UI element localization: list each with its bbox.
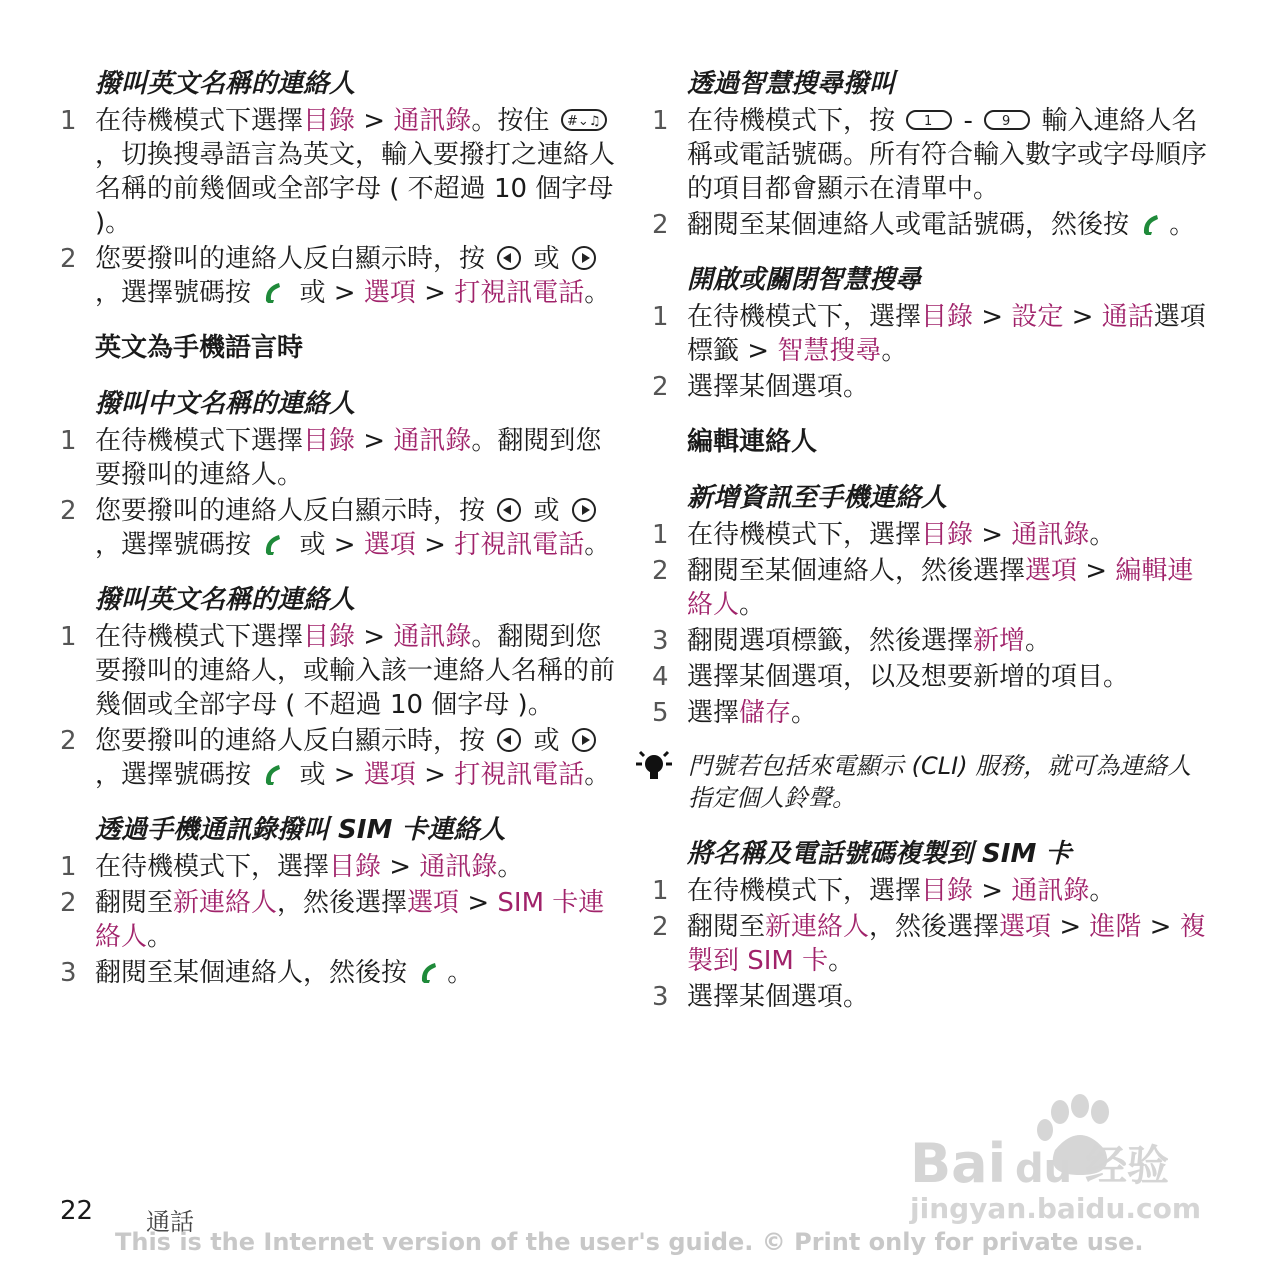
step-text-run: 翻閱至 [95, 888, 174, 918]
section-title: 新增資訊至手機連絡人 [687, 483, 948, 513]
menu-path-link: 通訊錄 [393, 106, 472, 136]
disclaimer: This is the Internet version of the user's guide. © Print only for private use. [115, 1228, 1144, 1256]
step-item [60, 886, 620, 954]
step-text-run: 。 [147, 922, 174, 952]
step-text [687, 660, 1212, 694]
menu-path-link: 目錄 [303, 106, 356, 136]
section-title: 撥叫中文名稱的連絡人 [95, 389, 356, 419]
step-item [652, 104, 1212, 206]
step-number: 1 [60, 106, 77, 136]
menu-path-link: 選項 [363, 278, 416, 308]
step-text-run: 。 [1089, 876, 1116, 906]
tip-text: 門號若包括來電顯示 (CLI) 服務，就可為連絡人指定個人鈴聲。 [688, 752, 1192, 812]
menu-path-link: 新增 [973, 626, 1026, 656]
section-title: 編輯連絡人 [687, 427, 818, 457]
step-number: 4 [652, 662, 669, 692]
step-text [687, 696, 1212, 730]
step-text-run: 您要撥叫的連絡人反白顯示時，按 [95, 726, 494, 756]
step-text-run: ，選擇號碼按 [95, 530, 260, 560]
menu-path-link: 通訊錄 [1011, 520, 1090, 550]
step-text-run: 。 [584, 278, 611, 308]
menu-path-link: 設定 [1011, 302, 1064, 332]
step-number: 1 [652, 106, 669, 136]
step-text [95, 850, 620, 884]
step-text [687, 980, 1212, 1014]
menu-path-link: 通訊錄 [1011, 876, 1090, 906]
step-text-run: > [355, 622, 394, 652]
step-text [95, 242, 620, 310]
section-title: 撥叫英文名稱的連絡人 [95, 69, 356, 99]
step-text-run: 。 [584, 760, 611, 790]
step-number: 2 [652, 210, 669, 240]
step-text-run: > [1051, 912, 1090, 942]
step-text-run: 選擇某個選項。 [687, 372, 870, 402]
step-item [652, 980, 1212, 1014]
step-text-run: 在待機模式下，選擇 [687, 302, 922, 332]
step-number: 1 [60, 622, 77, 652]
menu-path-link: 通話 [1101, 302, 1154, 332]
lightbulb-icon [632, 750, 688, 790]
step-number: 1 [652, 302, 669, 332]
step-text-run: 在待機模式下，選擇 [687, 876, 922, 906]
step-text-run: 翻閱至某個連絡人，然後選擇 [687, 556, 1026, 586]
step-item [652, 624, 1212, 658]
call-icon [262, 761, 288, 787]
step-text [95, 494, 620, 562]
step-text-run: 選擇 [687, 698, 740, 728]
step-text [95, 886, 620, 954]
section [652, 262, 1212, 404]
svg-text:Bai: Bai [910, 1132, 1007, 1195]
step-text [95, 724, 620, 792]
step-text-run: 。翻閱到您要撥叫的連絡人。 [95, 426, 602, 490]
menu-path-link: 通訊錄 [393, 426, 472, 456]
step-text-run: 在待機模式下，按 [687, 106, 904, 136]
hash-key-icon [561, 107, 607, 133]
menu-path-link: 複製到 SIM 卡 [687, 912, 1206, 976]
menu-path-link: 新連絡人 [765, 912, 870, 942]
step-text-run: 翻閱選項標籤，然後選擇 [687, 626, 974, 656]
svg-text:du: du [1015, 1146, 1073, 1192]
step-item [652, 208, 1212, 242]
step-text [687, 910, 1212, 978]
step-text-run: > [355, 426, 394, 456]
chapter-label: 通話 [146, 1208, 194, 1236]
menu-path-link: 選項 [363, 530, 416, 560]
step-text-run: ，然後選擇 [869, 912, 1000, 942]
step-number: 2 [60, 726, 77, 756]
menu-path-link: 目錄 [329, 852, 382, 882]
menu-path-link: 選項 [407, 888, 460, 918]
call-icon [1140, 211, 1166, 237]
step-text-run: 翻閱至某個連絡人或電話號碼，然後按 [687, 210, 1138, 240]
section-title: 開啟或關閉智慧搜尋 [687, 265, 922, 295]
step-text-run: 。 [791, 698, 818, 728]
step-text-run: > [973, 520, 1012, 550]
step-text-run: 翻閱至某個連絡人，然後按 [95, 958, 416, 988]
step-text-run: 選擇某個選項，以及想要新增的項目。 [687, 662, 1130, 692]
step-text-run: > [415, 278, 455, 308]
section-title: 英文為手機語言時 [95, 333, 304, 363]
step-text-run: 。 [447, 958, 474, 988]
step-number: 5 [652, 698, 669, 728]
step-text-run: 或 > [291, 530, 364, 560]
step-item [652, 660, 1212, 694]
step-text-run: 您要撥叫的連絡人反白顯示時，按 [95, 496, 494, 526]
step-text-run: 。 [1025, 626, 1052, 656]
nav-right-icon [571, 245, 597, 271]
step-text-run: 或 > [291, 760, 364, 790]
step-text-run: 。按住 [471, 106, 558, 136]
menu-path-link: 目錄 [921, 302, 974, 332]
step-text-run: > [973, 876, 1012, 906]
step-text-run: ，切換搜尋語言為英文，輸入要撥打之連絡人名稱的前幾個或全部字母 ( 不超過 10 個字母 )。 [95, 140, 616, 238]
step-text-run: > [1077, 556, 1116, 586]
section-title: 透過智慧搜尋撥叫 [687, 69, 896, 99]
step-text [95, 104, 620, 240]
step-text-run: > [973, 302, 1012, 332]
step-text-run: > [415, 760, 455, 790]
step-item [652, 518, 1212, 552]
call-icon [262, 279, 288, 305]
step-text-run: 選項標籤 > [687, 302, 1206, 366]
step-number: 1 [60, 426, 77, 456]
step-text [687, 104, 1212, 206]
step-text [687, 874, 1212, 908]
step-text-run: 。 [1169, 210, 1196, 240]
step-number: 2 [60, 244, 77, 274]
step-number: 2 [652, 372, 669, 402]
step-text-run: - [955, 106, 982, 136]
step-text [687, 518, 1212, 552]
step-text-run: 或 [525, 726, 568, 756]
key-1-icon [906, 107, 952, 133]
step-text-run: 您要撥叫的連絡人反白顯示時，按 [95, 244, 494, 274]
step-number: 2 [60, 888, 77, 918]
call-icon [418, 959, 444, 985]
key-9-icon [984, 107, 1030, 133]
step-text-run: 。 [828, 946, 855, 976]
section [60, 812, 620, 990]
step-text [95, 956, 620, 990]
step-text-run: > [355, 106, 394, 136]
step-text-run: 。翻閱到您要撥叫的連絡人，或輸入該一連絡人名稱的前幾個或全部字母 ( 不超過 10 個字母 )。 [95, 622, 616, 720]
section [60, 66, 620, 310]
section [652, 66, 1212, 242]
section-title: 將名稱及電話號碼複製到 SIM 卡 [687, 839, 1072, 869]
menu-path-link: 目錄 [303, 426, 356, 456]
step-number: 3 [652, 626, 669, 656]
step-number: 3 [60, 958, 77, 988]
step-text-run: 在待機模式下選擇 [95, 622, 304, 652]
step-item [652, 300, 1212, 368]
step-text [687, 554, 1212, 622]
step-text-run: > [459, 888, 498, 918]
step-text [687, 208, 1212, 242]
right-column [652, 66, 1212, 1034]
step-text-run: 在待機模式下選擇 [95, 426, 304, 456]
step-text [687, 370, 1212, 404]
step-number: 2 [652, 556, 669, 586]
section [652, 836, 1212, 1014]
menu-path-link: 目錄 [303, 622, 356, 652]
step-text [95, 424, 620, 492]
step-item [60, 242, 620, 310]
section [652, 480, 1212, 730]
step-text-run: 在待機模式下選擇 [95, 106, 304, 136]
menu-path-link: 選項 [999, 912, 1052, 942]
step-text-run: 。 [739, 590, 766, 620]
svg-text:9: 9 [1002, 114, 1011, 129]
step-text-run: > [1141, 912, 1180, 942]
step-item [60, 956, 620, 990]
menu-path-link: 通訊錄 [419, 852, 498, 882]
svg-text:1: 1 [924, 114, 933, 129]
menu-path-link: 儲存 [739, 698, 792, 728]
menu-path-link: 目錄 [921, 520, 974, 550]
step-item [60, 850, 620, 884]
nav-right-icon [571, 727, 597, 753]
step-number: 1 [652, 520, 669, 550]
menu-path-link: 打視訊電話 [454, 760, 585, 790]
step-item [652, 696, 1212, 730]
step-item [652, 554, 1212, 622]
step-text-run: > [415, 530, 455, 560]
step-text-run: ，然後選擇 [277, 888, 408, 918]
nav-left-icon [496, 245, 522, 271]
step-text [687, 300, 1212, 368]
step-item [60, 620, 620, 722]
svg-text:#⌄♫: #⌄♫ [566, 114, 601, 129]
step-number: 2 [652, 912, 669, 942]
step-number: 3 [652, 982, 669, 1012]
step-text [95, 620, 620, 722]
nav-right-icon [571, 497, 597, 523]
step-item [652, 874, 1212, 908]
menu-path-link: 選項 [1025, 556, 1078, 586]
svg-text:jingyan.baidu.com: jingyan.baidu.com [910, 1192, 1202, 1225]
step-text-run: ，選擇號碼按 [95, 760, 260, 790]
step-text-run: ，選擇號碼按 [95, 278, 260, 308]
menu-path-link: 進階 [1089, 912, 1142, 942]
menu-path-link: 編輯連絡人 [687, 556, 1194, 620]
step-text-run: 選擇某個選項。 [687, 982, 870, 1012]
step-text-run: 。 [584, 530, 611, 560]
watermark-logo [905, 1090, 1205, 1230]
section [60, 330, 620, 366]
step-text-run: 翻閱至 [687, 912, 766, 942]
step-item [652, 370, 1212, 404]
nav-left-icon [496, 727, 522, 753]
step-text [687, 624, 1212, 658]
step-number: 2 [60, 496, 77, 526]
step-item [60, 104, 620, 240]
call-icon [262, 531, 288, 557]
step-item [60, 424, 620, 492]
step-text-run: 或 [525, 244, 568, 274]
step-text-run: 。 [881, 336, 908, 366]
step-text-run: 在待機模式下，選擇 [95, 852, 330, 882]
menu-path-link: 選項 [363, 760, 416, 790]
step-text-run: 或 [525, 496, 568, 526]
svg-text:经验: 经验 [1085, 1141, 1170, 1190]
menu-path-link: 通訊錄 [393, 622, 472, 652]
menu-path-link: 打視訊電話 [454, 530, 585, 560]
step-item [60, 724, 620, 792]
menu-path-link: 打視訊電話 [454, 278, 585, 308]
tip-note [632, 750, 1212, 814]
step-text-run: 。 [497, 852, 524, 882]
step-item [652, 910, 1212, 978]
left-column [60, 66, 620, 1010]
menu-path-link: 新連絡人 [173, 888, 278, 918]
menu-path-link: SIM 卡連絡人 [95, 888, 605, 952]
step-text-run: 或 > [291, 278, 364, 308]
page-number: 22 [60, 1196, 94, 1226]
step-text-run: 在待機模式下，選擇 [687, 520, 922, 550]
step-text-run: 。 [1089, 520, 1116, 550]
step-number: 1 [652, 876, 669, 906]
section [60, 582, 620, 792]
step-text-run: > [1063, 302, 1102, 332]
nav-left-icon [496, 497, 522, 523]
menu-path-link: 智慧搜尋 [777, 336, 882, 366]
section [60, 386, 620, 562]
section-title: 透過手機通訊錄撥叫 SIM 卡連絡人 [95, 815, 506, 845]
step-item [60, 494, 620, 562]
menu-path-link: 目錄 [921, 876, 974, 906]
section-title: 撥叫英文名稱的連絡人 [95, 585, 356, 615]
section [652, 424, 1212, 460]
step-number: 1 [60, 852, 77, 882]
step-text-run: > [381, 852, 420, 882]
step-text-run: 輸入連絡人名稱或電話號碼。所有符合輸入數字或字母順序的項目都會顯示在清單中。 [687, 106, 1208, 204]
